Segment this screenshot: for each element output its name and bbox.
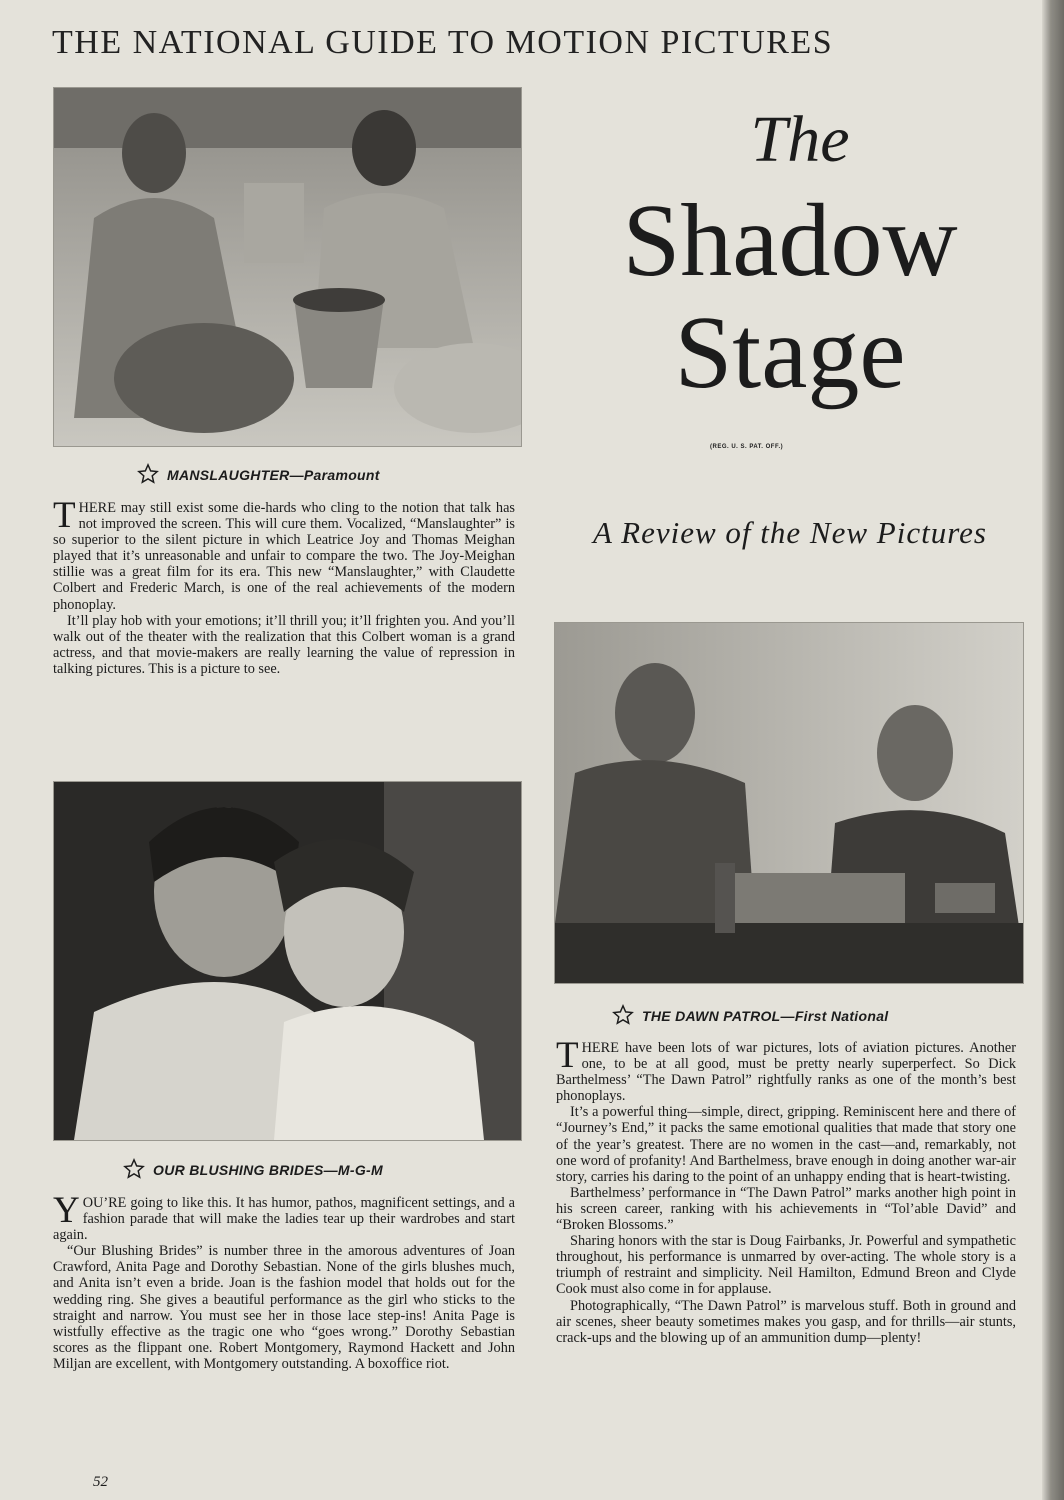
drop-cap: T	[53, 495, 76, 536]
star-outline-icon	[123, 1158, 145, 1180]
review-manslaughter: THERE may still exist some die-hards who cling to the notion that talk has not improved the screen. This will cure them. Vocalized, “Manslaughter” is so superior to the silent picture in which Leatrice Joy and Thomas Meighan played that it’s unreasonable and unfair to compare the two. The Joy-Meighan stillie was a great film for its era. This new “Manslaughter,” with Claudette Colbert and Frederic March, is one of the real achievements of the modern phonoplay. It’ll play hob with your emotions; it’ll thrill you; it’ll frighten you. And you’ll walk out of the theater with the realization that this Colbert woman is a grand actress, and that movie-makers are really learning the value of repression in talking pictures. This is a picture to see.	[53, 495, 515, 677]
review-the-dawn-patrol: THERE have been lots of war pictures, lots of aviation pictures. Another one, to be at all good, must be pretty nearly superperfect. So Dick Barthelmess’ “The Dawn Patrol” rightfully ranks as one of the month’s best phonoplays. It’s a powerful thing—simple, direct, gripping. Reminiscent here and there of “Journey’s End,” it packs the same emotional qualities that made that story one of the year’s greatest. There are no women in the cast—and, remarkably, not one word of profanity! And Barthelmess, brave enough in doing another war-air story, carries his daring to the point of an unhappy ending that is heart-twisting. Barthelmess’ performance in “The Dawn Patrol” marks another high point in his screen career, ranking with his achievements in “Tol’able David” and “Broken Blossoms.” Sharing honors with the star is Doug Fairbanks, Jr. Powerful and sympathetic throughout, his performance is unmarred by over-acting. The whole story is a triumph of restraint and simplicity. Neil Hamilton, Edmund Breon and Clyde Cook must also come in for applause. Photographically, “The Dawn Patrol” is marvelous stuff. Both in ground and air scenes, sheer beauty sometimes makes you gasp, and for thrills—air stunts, crack-ups and the blowing up of an ammunition dump—plenty!	[556, 1035, 1016, 1346]
registration-mark: (REG. U. S. PAT. OFF.)	[710, 444, 784, 450]
star-outline-icon	[612, 1004, 634, 1026]
review-our-blushing-brides: YOU’RE going to like this. It has humor, pathos, magnificent settings, and a fashion parade that will make the ladies tear up their wardrobes and start again. “Our Blushing Brides” is number three in the amorous adventures of Joan Crawford, Anita Page and Dorothy Sebastian. None of the girls blushes much, and Anita isn’t even a bride. Joan is the fashion model that holds out for the wedding ring. She gives a beautiful performance as the girl who sticks to the straight and narrow. You must see her in those lace step-ins! Anita Page is wistfully effective as the tragic one who “goes wrong.” Dorothy Sebastian scores as the flippant one. Robert Montgomery, Raymond Hackett and John Miljan are excellent, with Montgomery outstanding. A boxoffice riot.	[53, 1190, 515, 1372]
title-stage: Stage	[674, 295, 906, 410]
photo-the-dawn-patrol	[554, 622, 1024, 984]
photo-our-blushing-brides	[53, 781, 522, 1141]
section-subtitle: A Review of the New Pictures	[593, 515, 987, 550]
photo-manslaughter	[53, 87, 522, 447]
page-edge-shadow	[1042, 0, 1064, 1500]
page-number: 52	[93, 1474, 108, 1490]
title-shadow: Shadow	[622, 183, 958, 298]
review-caption: THE DAWN PATROL—First National	[612, 1004, 888, 1026]
title-stage-wrap	[560, 295, 1020, 450]
star-outline-icon	[137, 463, 159, 485]
title-the: The	[750, 103, 850, 176]
drop-cap: T	[556, 1035, 579, 1076]
section-title	[560, 103, 1020, 450]
drop-cap: Y	[53, 1190, 80, 1231]
masthead: THE NATIONAL GUIDE TO MOTION PICTURES	[52, 24, 834, 61]
review-caption: OUR BLUSHING BRIDES—M-G-M	[123, 1158, 383, 1180]
review-caption: MANSLAUGHTER—Paramount	[137, 463, 380, 485]
